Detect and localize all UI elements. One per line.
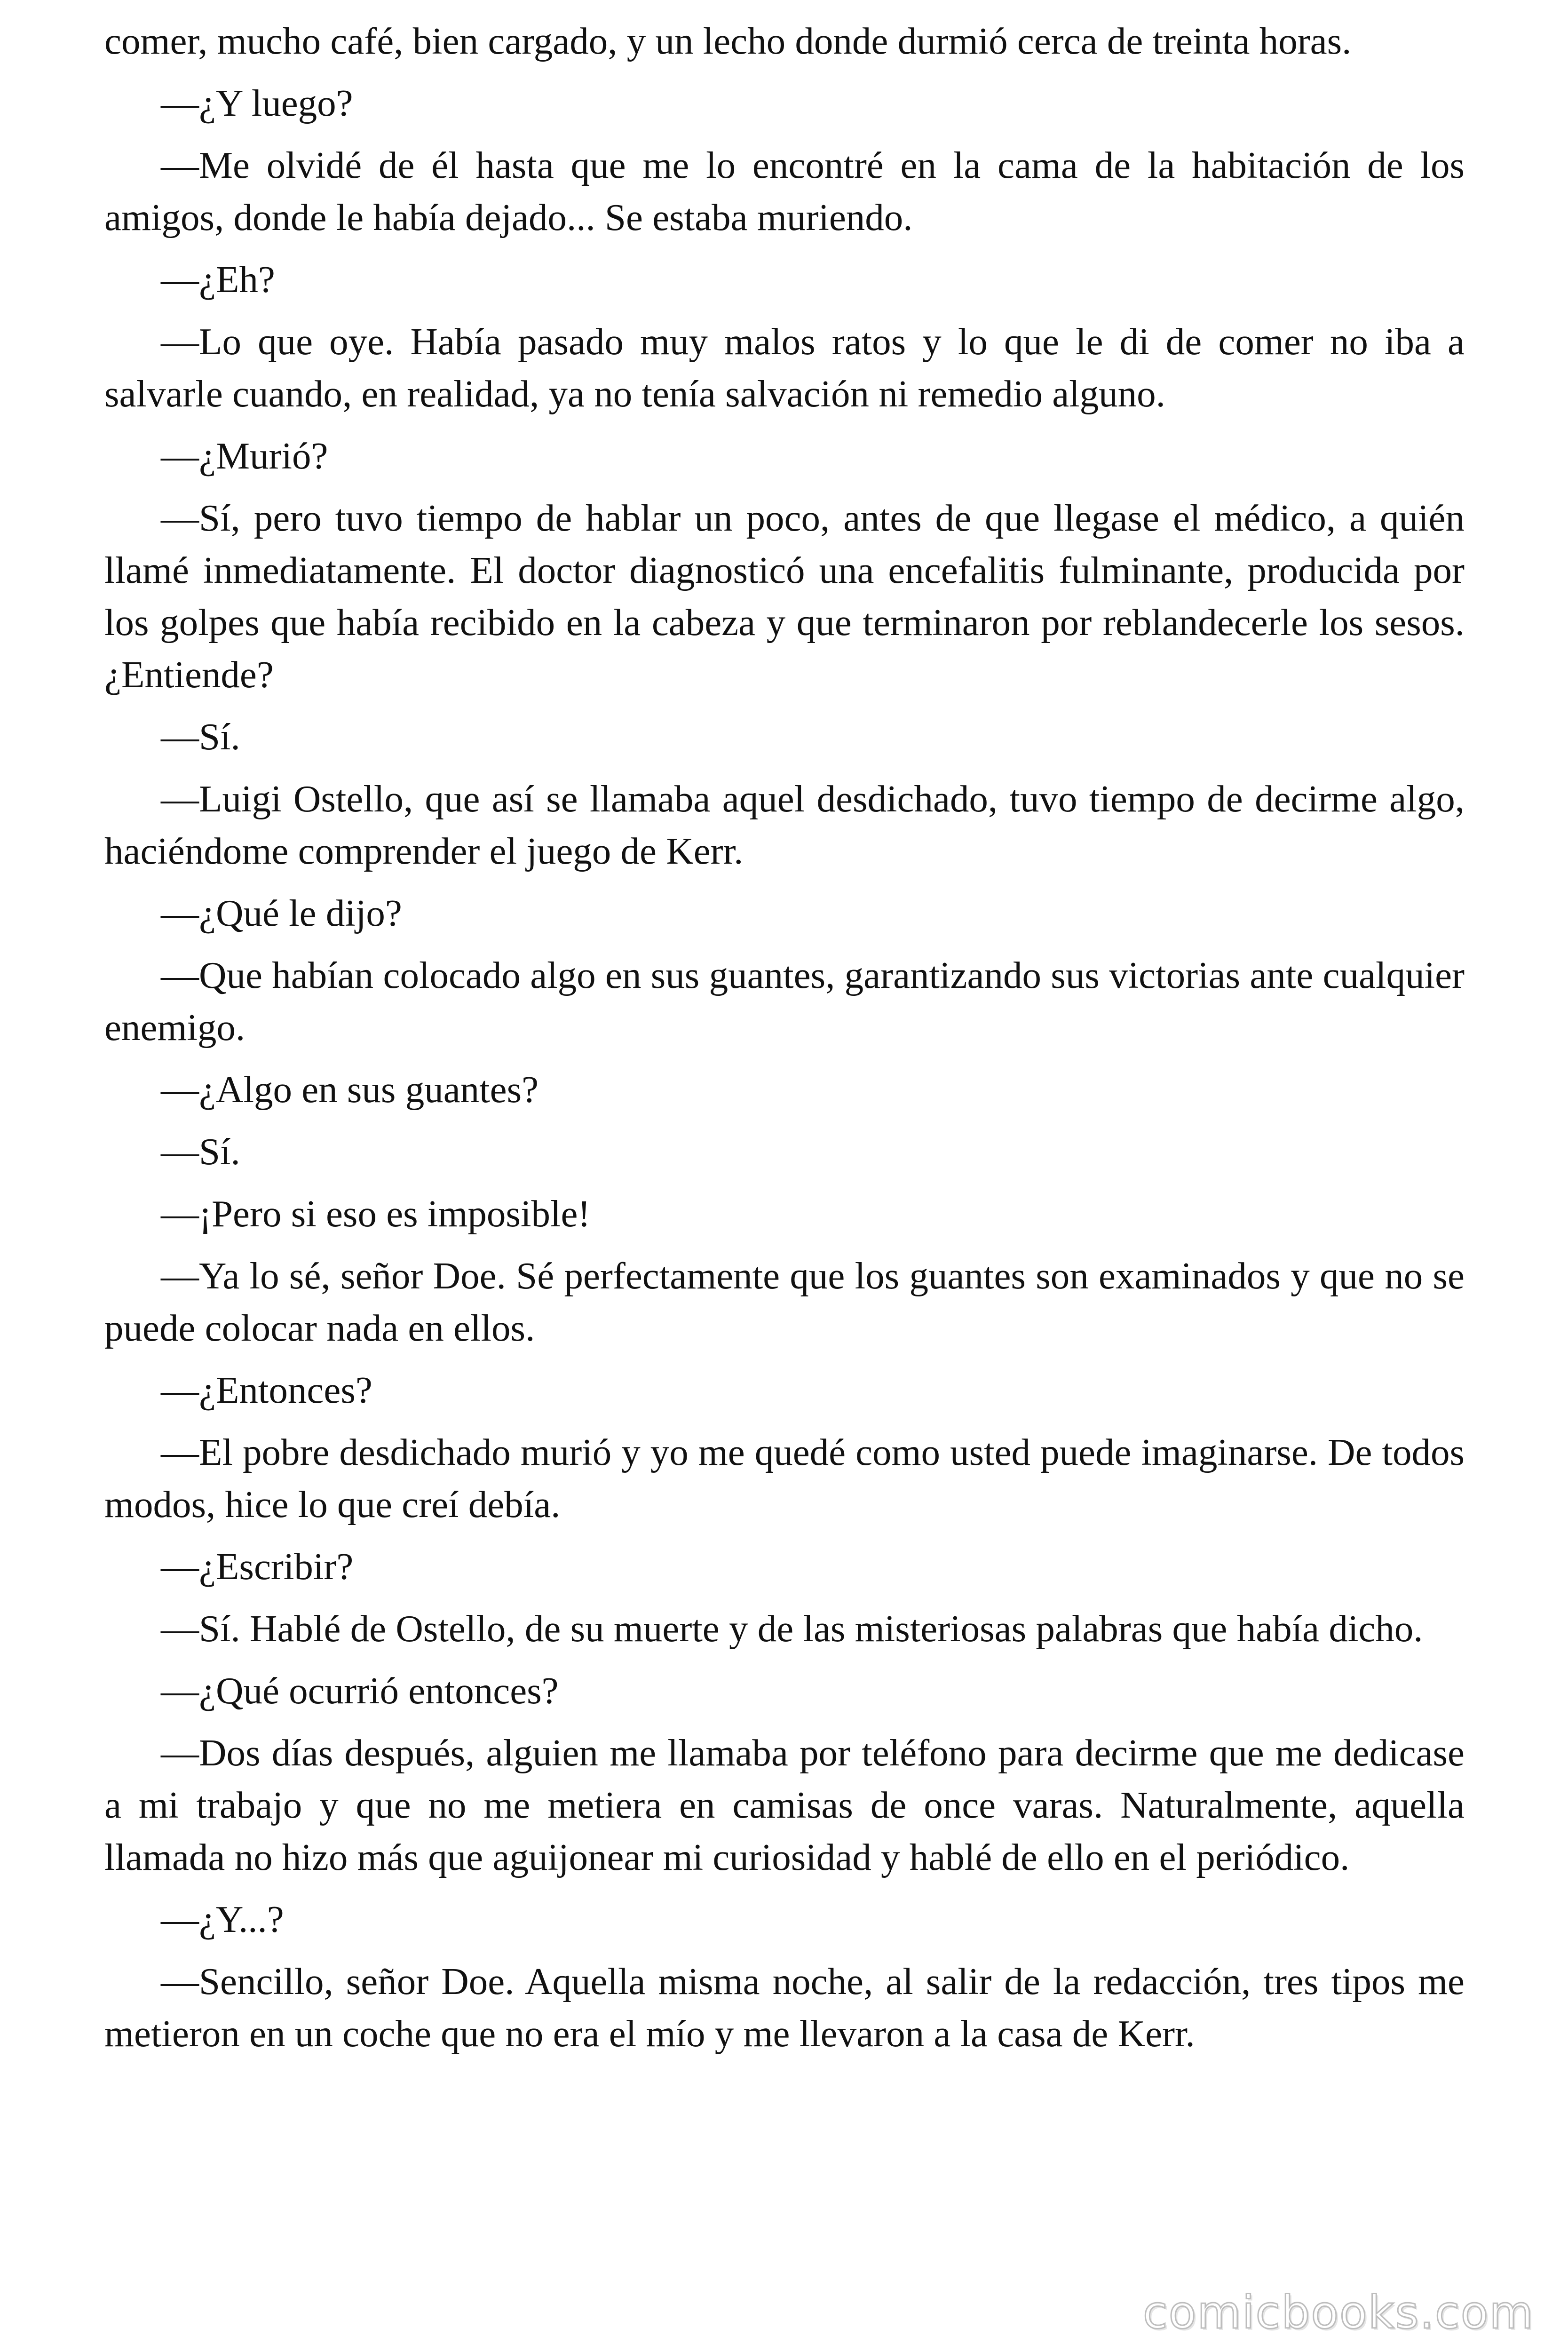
paragraph: —¿Eh?: [161, 258, 275, 301]
paragraph: —¿Algo en sus guantes?: [161, 1068, 539, 1111]
paragraph: —Que habían colocado algo en sus guantes, garantizando sus victorias ante cualquier enemigo.: [104, 954, 1465, 1049]
paragraph: —El pobre desdichado murió y yo me quedé como usted puede imaginarse. De todos modos, hice lo que creí debía.: [104, 1431, 1465, 1526]
paragraph: —Luigi Ostello, que así se llamaba aquel desdichado, tuvo tiempo de decirme algo, haciéndome comprender el juego de Kerr.: [104, 778, 1465, 872]
paragraph: —Me olvidé de él hasta que me lo encontré en la cama de la habitación de los amigos, donde le había dejado... Se estaba muriendo.: [104, 144, 1465, 238]
page-text: [104, 15, 1465, 2070]
paragraph: comer, mucho café, bien cargado, y un lecho donde durmió cerca de treinta horas.: [104, 20, 1352, 62]
paragraph: —¡Pero si eso es imposible!: [161, 1192, 591, 1235]
paragraph: —¿Y luego?: [161, 82, 353, 124]
paragraph: —¿Y...?: [161, 1898, 284, 1940]
paragraph: —¿Qué le dijo?: [161, 892, 402, 934]
paragraph: —Lo que oye. Había pasado muy malos ratos y lo que le di de comer no iba a salvarle cuando, en realidad, ya no tenía salvación ni remedio alguno.: [104, 320, 1465, 415]
paragraph: —¿Escribir?: [161, 1545, 354, 1588]
paragraph: —¿Entonces?: [161, 1369, 372, 1411]
paragraph: —¿Murió?: [161, 435, 328, 477]
paragraph: —Sí, pero tuvo tiempo de hablar un poco, antes de que llegase el médico, a quién llamé inmediatamente. El doctor diagnosticó una encefalitis fulminante, producida por los golpes que había recibido en la cabeza y que terminaron por reblandecerle los sesos. ¿Entiende?: [104, 497, 1465, 696]
paragraph: —Ya lo sé, señor Doe. Sé perfectamente que los guantes son examinados y que no se puede colocar nada en ellos.: [104, 1255, 1465, 1349]
paragraph: —Sí. Hablé de Ostello, de su muerte y de las misteriosas palabras que había dicho.: [161, 1607, 1423, 1650]
paragraph: —Sencillo, señor Doe. Aquella misma noche, al salir de la redacción, tres tipos me metieron en un coche que no era el mío y me llevaron a la casa de Kerr.: [104, 1960, 1465, 2055]
paragraph: —Dos días después, alguien me llamaba por teléfono para decirme que me dedicase a mi trabajo y que no me metiera en camisas de once varas. Naturalmente, aquella llamada no hizo más que aguijonear mi curiosidad y hablé de ello en el periódico.: [104, 1732, 1465, 1878]
paragraph: —¿Qué ocurrió entonces?: [161, 1669, 559, 1712]
paragraph: —Sí.: [161, 1130, 240, 1173]
paragraph: —Sí.: [161, 715, 240, 758]
watermark: comicbooks.com: [1142, 2286, 1534, 2339]
